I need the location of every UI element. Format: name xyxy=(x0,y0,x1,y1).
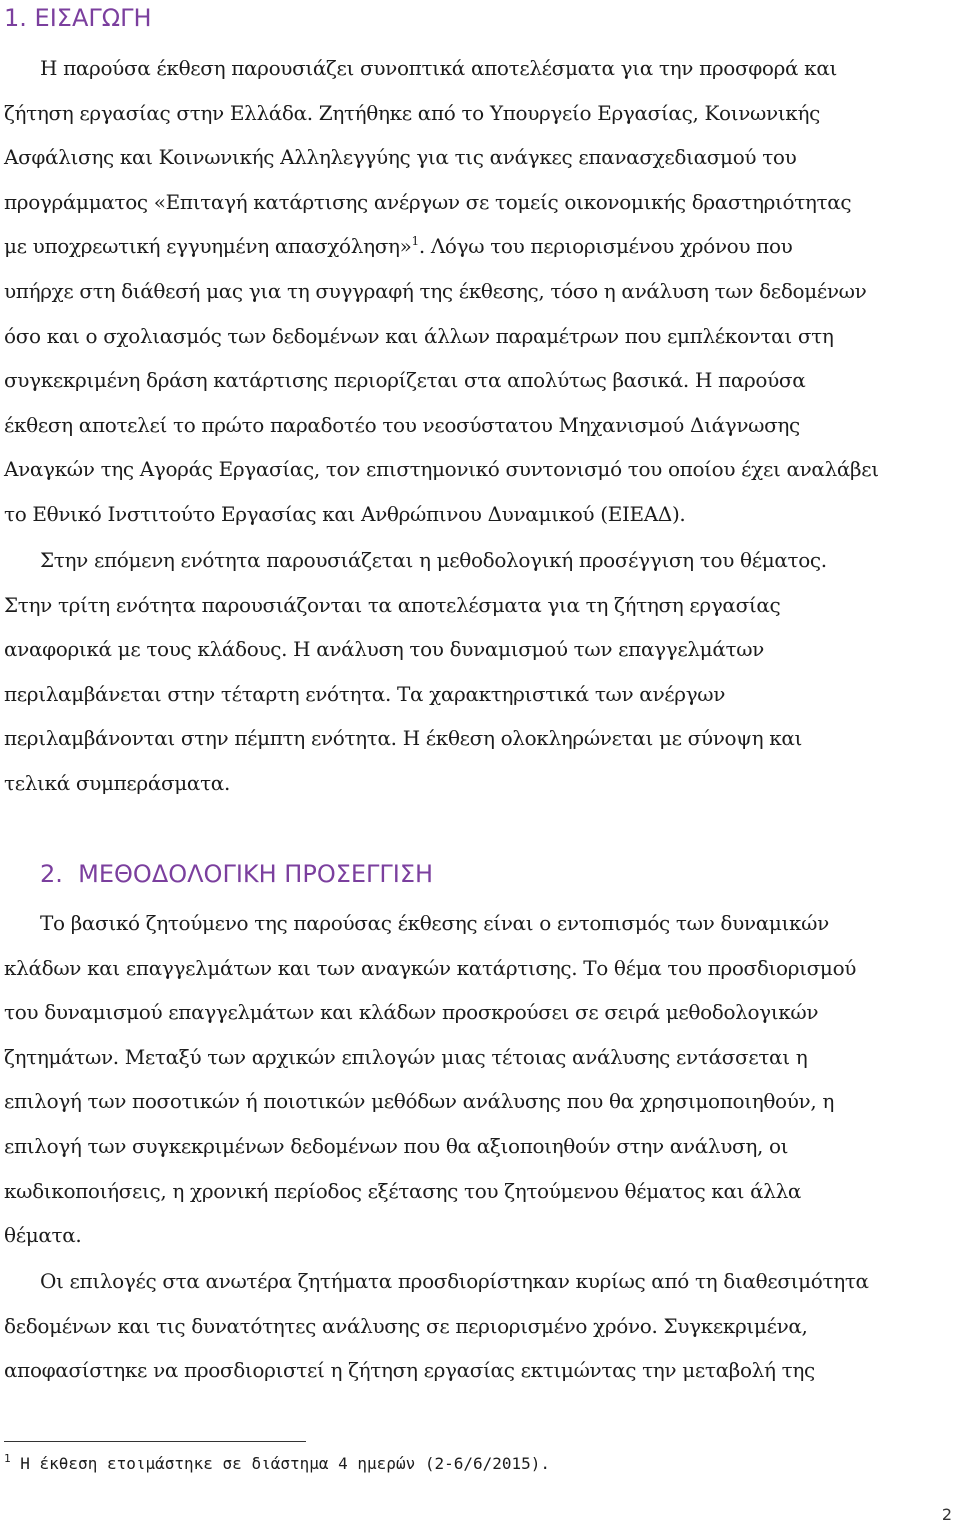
text-fragment: . Λόγω του περιορισμένου χρόνου που xyxy=(418,234,793,259)
text-line: συγκεκριμένη δράση κατάρτισης περιορίζεται στα απολύτως βασικά. Η παρούσα xyxy=(4,368,806,393)
footnote-reference: 1 xyxy=(411,234,419,249)
text-line: Στην επόμενη ενότητα παρουσιάζεται η μεθοδολογική προσέγγιση του θέματος. xyxy=(40,548,827,572)
text-line: Το βασικό ζητούμενο της παρούσας έκθεσης είναι ο εντοπισμός των δυναμικών xyxy=(40,911,829,935)
text-line: προγράμματος «Επιταγή κατάρτισης ανέργων σε τομείς οικονομικής δραστηριότητας xyxy=(4,189,852,214)
section-1-paragraph-2 xyxy=(4,538,952,806)
text-line: Ασφάλισης και Κοινωνικής Αλληλεγγύης για τις ανάγκες επανασχεδιασμού του xyxy=(4,145,797,170)
text-line: έκθεση αποτελεί το πρώτο παραδοτέο του νεοσύστατου Μηχανισμού Διάγνωσης xyxy=(4,412,800,437)
page-number: 2 xyxy=(941,1505,952,1524)
text-line: κωδικοποιήσεις, η χρονική περίοδος εξέτασης του ζητούμενου θέματος και άλλα xyxy=(4,1178,802,1203)
section-2-paragraph-2 xyxy=(4,1259,952,1393)
text-line xyxy=(4,224,952,269)
footnote-marker: 1 xyxy=(4,1452,11,1465)
text-line: του δυναμισμού επαγγελμάτων και κλάδων προσκρούσει σε σειρά μεθοδολογικών xyxy=(4,1000,819,1025)
section-2-title: ΜΕΘΟΔΟΛΟΓΙΚΗ ΠΡΟΣΕΓΓΙΣΗ xyxy=(78,860,434,888)
text-line: επιλογή των συγκεκριμένων δεδομένων που θα αξιοποιηθούν στην ανάλυση, οι xyxy=(4,1133,789,1158)
text-line: αποφασίστηκε να προσδιοριστεί η ζήτηση εργασίας εκτιμώντας την μεταβολή της xyxy=(4,1358,815,1383)
text-line: το Εθνικό Ινστιτούτο Εργασίας και Ανθρώπινου Δυναμικού (ΕΙΕΑΔ). xyxy=(4,501,686,526)
text-line: δεδομένων και τις δυνατότητες ανάλυσης σε περιορισμένο χρόνο. Συγκεκριμένα, xyxy=(4,1313,808,1338)
text-line: Στην τρίτη ενότητα παρουσιάζονται τα αποτελέσματα για τη ζήτηση εργασίας xyxy=(4,592,781,617)
section-2-number: 2. xyxy=(40,860,63,888)
section-1-heading xyxy=(4,2,152,34)
section-2-paragraph-1 xyxy=(4,901,952,1258)
text-line: αναφορικά με τους κλάδους. Η ανάλυση του δυναμισμού των επαγγελμάτων xyxy=(4,637,764,662)
text-line: Οι επιλογές στα ανωτέρα ζητήματα προσδιορίστηκαν κυρίως από τη διαθεσιμότητα xyxy=(40,1269,869,1293)
text-fragment: με υποχρεωτική εγγυημένη απασχόληση» xyxy=(4,234,412,259)
text-line: τελικά συμπεράσματα. xyxy=(4,770,230,795)
text-line: θέματα. xyxy=(4,1223,82,1248)
section-1-number: 1. xyxy=(4,4,27,32)
text-line: όσο και ο σχολιασμός των δεδομένων και άλλων παραμέτρων που εμπλέκονται στη xyxy=(4,323,834,348)
footnote-text: Η έκθεση ετοιμάστηκε σε διάστημα 4 ημερών (2-6/6/2015). xyxy=(10,1454,551,1473)
text-line: υπήρχε στη διάθεσή μας για τη συγγραφή της έκθεσης, τόσο η ανάλυση των δεδομένων xyxy=(4,278,867,303)
footnote xyxy=(4,1452,550,1476)
section-2-heading xyxy=(40,858,433,890)
text-line: περιλαμβάνεται στην τέταρτη ενότητα. Τα χαρακτηριστικά των ανέργων xyxy=(4,681,726,706)
text-line: Η παρούσα έκθεση παρουσιάζει συνοπτικά αποτελέσματα για την προσφορά και xyxy=(40,56,837,80)
text-line: ζήτηση εργασίας στην Ελλάδα. Ζητήθηκε από το Υπουργείο Εργασίας, Κοινωνικής xyxy=(4,100,820,125)
footnote-separator xyxy=(4,1441,306,1442)
section-1-title: ΕΙΣΑΓΩΓΗ xyxy=(34,4,152,32)
text-line: περιλαμβάνονται στην πέμπτη ενότητα. Η έκθεση ολοκληρώνεται με σύνοψη και xyxy=(4,726,803,751)
text-line: ζητημάτων. Μεταξύ των αρχικών επιλογών μιας τέτοιας ανάλυσης εντάσσεται η xyxy=(4,1044,808,1069)
section-1-paragraph-1 xyxy=(4,46,952,537)
text-line: Αναγκών της Αγοράς Εργασίας, τον επιστημονικό συντονισμό του οποίου έχει αναλάβει xyxy=(4,457,879,482)
text-line: κλάδων και επαγγελμάτων και των αναγκών κατάρτισης. Το θέμα του προσδιορισμού xyxy=(4,955,857,980)
text-line: επιλογή των ποσοτικών ή ποιοτικών μεθόδων ανάλυσης που θα χρησιμοποιηθούν, η xyxy=(4,1089,835,1114)
